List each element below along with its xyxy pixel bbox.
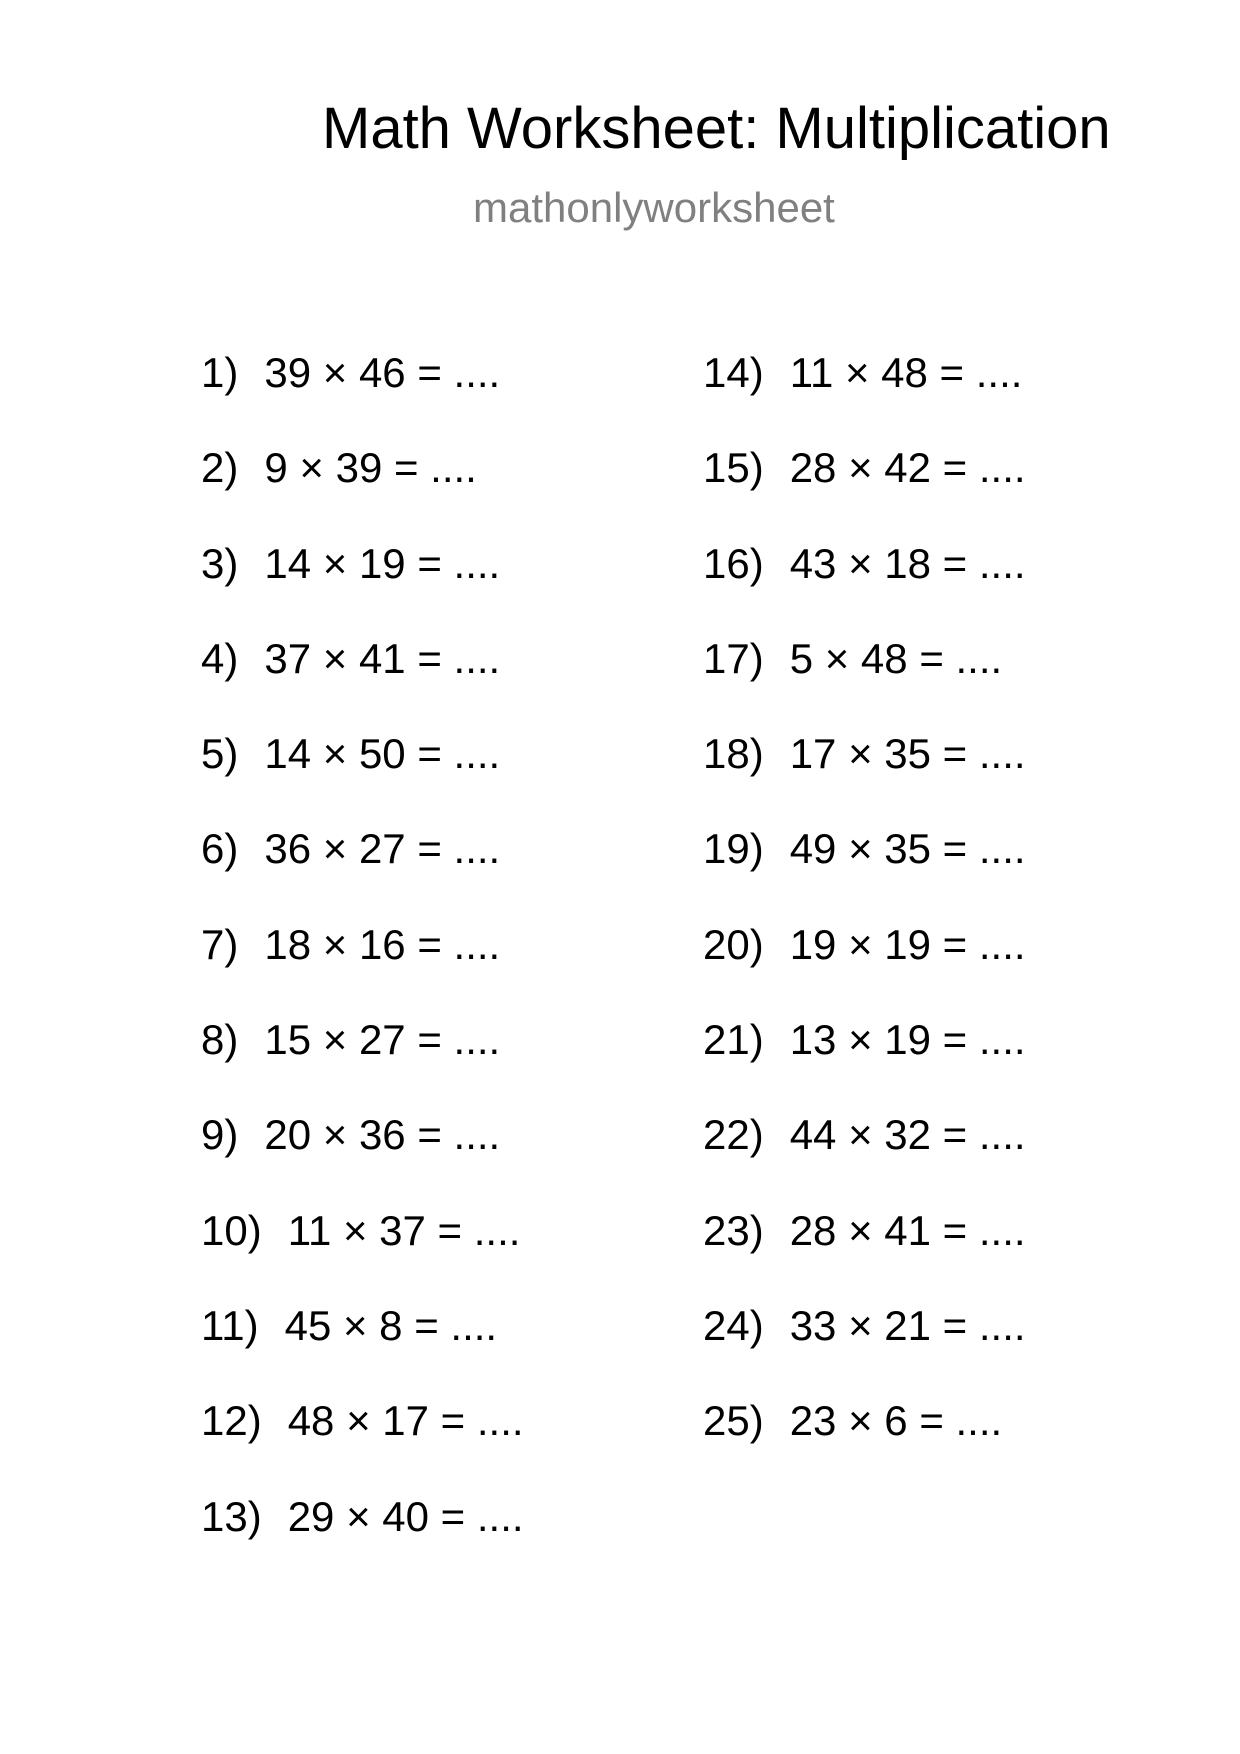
problem-expression: 11 × 48 = .... bbox=[789, 349, 1023, 396]
problem-expression: 19 × 19 = .... bbox=[789, 920, 1026, 968]
problem-expression: 45 × 8 = .... bbox=[284, 1301, 498, 1349]
problem-number: 3) bbox=[201, 539, 239, 587]
problem-item bbox=[703, 920, 1026, 1019]
problem-item bbox=[201, 444, 524, 542]
problem-number: 18) bbox=[703, 730, 764, 778]
problem-item bbox=[201, 825, 524, 923]
problem-column-left bbox=[201, 349, 524, 1591]
problem-item bbox=[201, 1111, 524, 1209]
problem-number: 20) bbox=[703, 920, 764, 968]
problem-expression: 14 × 19 = .... bbox=[264, 539, 501, 587]
problem-item bbox=[703, 1016, 1026, 1114]
problem-expression: 28 × 41 = .... bbox=[789, 1206, 1026, 1254]
problem-expression: 15 × 27 = .... bbox=[264, 1016, 501, 1064]
problem-item bbox=[201, 1206, 524, 1305]
problem-expression: 44 × 32 = .... bbox=[789, 1111, 1026, 1159]
problem-item bbox=[703, 349, 1026, 447]
problem-item bbox=[201, 1301, 524, 1400]
problem-item bbox=[703, 825, 1026, 923]
problem-number: 4) bbox=[201, 634, 239, 682]
problem-number: 21) bbox=[703, 1016, 764, 1064]
problem-number: 17) bbox=[703, 634, 764, 682]
problem-number: 24) bbox=[703, 1301, 764, 1349]
problem-number: 19) bbox=[703, 825, 764, 873]
problem-item bbox=[201, 1492, 524, 1591]
problem-expression: 5 × 48 = .... bbox=[789, 634, 1003, 682]
problem-item bbox=[703, 444, 1026, 542]
problem-item bbox=[201, 920, 524, 1019]
problem-expression: 23 × 6 = .... bbox=[789, 1397, 1003, 1445]
problem-item bbox=[201, 1397, 524, 1495]
problem-expression: 14 × 50 = .... bbox=[264, 730, 501, 778]
problem-expression: 29 × 40 = .... bbox=[287, 1492, 524, 1540]
problem-item bbox=[201, 730, 524, 828]
problem-item bbox=[703, 539, 1026, 638]
problem-item bbox=[201, 1016, 524, 1114]
problem-expression: 37 × 41 = .... bbox=[264, 634, 501, 682]
problem-number: 23) bbox=[703, 1206, 764, 1254]
problem-expression: 43 × 18 = .... bbox=[789, 539, 1026, 587]
problem-number: 10) bbox=[201, 1206, 262, 1254]
problem-number: 7) bbox=[201, 920, 239, 968]
problem-number: 25) bbox=[703, 1397, 764, 1445]
problem-expression: 18 × 16 = .... bbox=[264, 920, 501, 968]
problem-number: 8) bbox=[201, 1016, 239, 1064]
problem-number: 6) bbox=[201, 825, 239, 873]
problem-number: 12) bbox=[201, 1397, 262, 1445]
problem-item bbox=[201, 634, 524, 733]
problem-expression: 28 × 42 = .... bbox=[789, 444, 1026, 492]
problem-expression: 39 × 46 = .... bbox=[264, 349, 501, 396]
problem-expression: 13 × 19 = .... bbox=[789, 1016, 1026, 1064]
problem-expression: 20 × 36 = .... bbox=[264, 1111, 501, 1159]
problem-expression: 36 × 27 = .... bbox=[264, 825, 501, 873]
problem-expression: 9 × 39 = .... bbox=[264, 444, 477, 492]
problem-item bbox=[703, 1301, 1026, 1400]
problem-column-right bbox=[703, 349, 1026, 1496]
problem-item bbox=[703, 634, 1026, 733]
page-title: Math Worksheet: Multiplication bbox=[322, 96, 1111, 161]
problem-number: 11) bbox=[201, 1301, 259, 1349]
page-subtitle: mathonlyworksheet bbox=[473, 184, 835, 231]
problem-expression: 17 × 35 = .... bbox=[789, 730, 1026, 778]
problem-expression: 48 × 17 = .... bbox=[287, 1397, 524, 1445]
problem-item bbox=[201, 539, 524, 638]
problem-item bbox=[201, 349, 524, 447]
problem-item bbox=[703, 1206, 1026, 1305]
problem-expression: 33 × 21 = .... bbox=[789, 1301, 1026, 1349]
problem-number: 13) bbox=[201, 1492, 262, 1540]
problem-item bbox=[703, 1397, 1026, 1495]
problem-expression: 49 × 35 = .... bbox=[789, 825, 1026, 873]
problem-number: 5) bbox=[201, 730, 239, 778]
problem-number: 16) bbox=[703, 539, 764, 587]
problem-number: 22) bbox=[703, 1111, 764, 1159]
problem-number: 14) bbox=[703, 349, 764, 396]
problem-item bbox=[703, 730, 1026, 828]
problem-item bbox=[703, 1111, 1026, 1209]
problem-number: 1) bbox=[201, 349, 239, 396]
problem-expression: 11 × 37 = .... bbox=[287, 1206, 521, 1254]
problem-number: 9) bbox=[201, 1111, 239, 1159]
problem-number: 2) bbox=[201, 444, 239, 492]
problem-number: 15) bbox=[703, 444, 764, 492]
